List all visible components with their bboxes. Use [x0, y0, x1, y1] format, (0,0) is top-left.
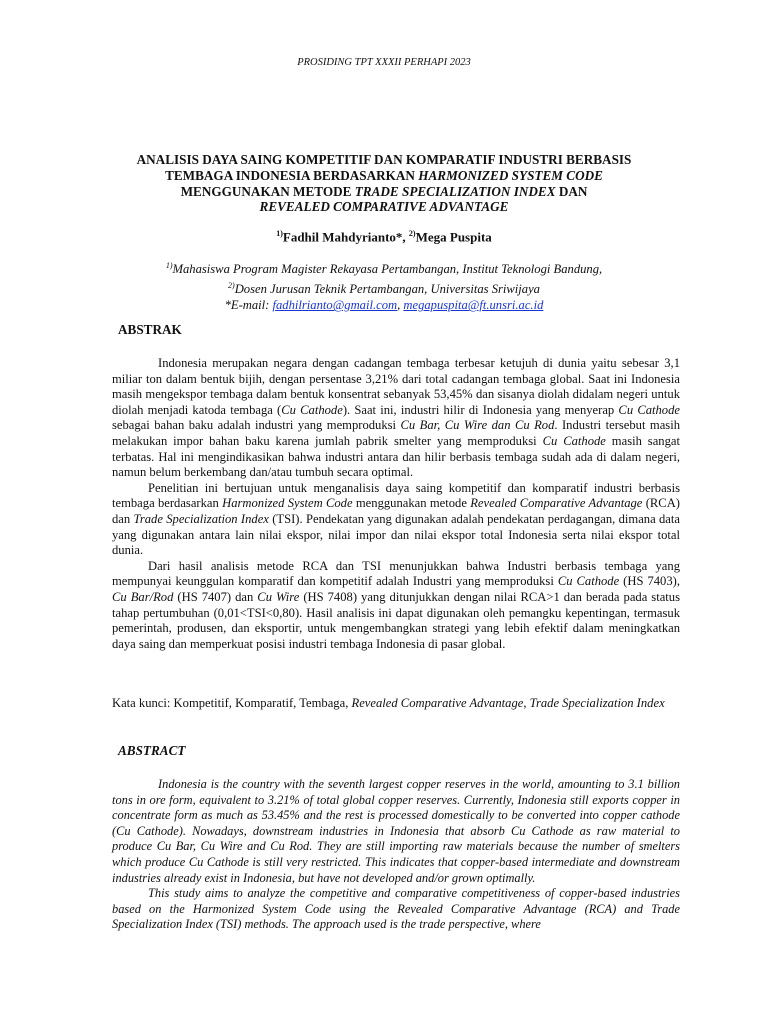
title-line-2: TEMBAGA INDONESIA BERDASARKAN HARMONIZED SYSTEM CODE [165, 167, 603, 183]
abstract-heading: ABSTRACT [118, 743, 186, 758]
abstract-paragraph: This study aims to analyze the competitive and comparative competitiveness of copper-based industries based on the Harmonized System Code using the Revealed Comparative Advantage (RCA) and Trade Specialization Index (TSI) methods. The approach used is the trade perspective, where [112, 886, 680, 932]
title-line-1: ANALISIS DAYA SAING KOMPETITIF DAN KOMPARATIF INDUSTRI BERBASIS [136, 152, 632, 167]
title-line-3: MENGGUNAKAN METODE TRADE SPECIALIZATION INDEX DAN [180, 183, 588, 199]
keywords: Kata kunci: Kompetitif, Komparatif, Tembaga, Revealed Comparative Advantage, Trade Specialization Index [112, 696, 665, 710]
abstract-paragraph: Indonesia is the country with the seventh largest copper reserves in the world, amounting to 3.1 billion tons in ore form, equivalent to 3.21% of total global copper reserves. Currently, Indonesia still exports copper in concentrate form as much as 53.45% and the rest is processed domestically to be converted into copper cathode (Cu Cathode). Nowadays, downstream industries in Indonesia that absorb Cu Cathode as raw material to produce Cu Bar, Cu Wire and Cu Rod. They are still importing raw materials because the number of smelters which produce Cu Cathode is still very restricted. This indicates that copper-based intermediate and downstream industries already exist in Indonesia, but have not developed and/or grown optimally. [112, 777, 680, 885]
abstrak-heading: ABSTRAK [118, 322, 182, 337]
email-line: *E-mail: fadhilrianto@gmail.com, megapuspita@ft.unsri.ac.id [224, 298, 544, 313]
affiliation-2: $^{2)}$Dosen Jurusan Teknik Pertambangan, Universitas Sriwijaya [228, 280, 540, 296]
abstrak-paragraph: Dari hasil analisis metode RCA dan TSI menunjukkan bahwa Industri berbasis tembaga yang mempunyai keunggulan komparatif dan kompetitif adalah Industri yang memproduksi Cu Cathode (HS 7403), Cu Bar/Rod (HS 7407) dan Cu Wire (HS 7408) yang ditunjukkan dengan nilai RCA>1 dan berada pada status tahap pertumbuhan (0,01<TSI<0,80). Hasil analisis ini dapat digunakan oleh pemangku kepentingan, termasuk pemerintah, produsen, dan eksportir, untuk mengembangkan strategi yang lebih efektif dalam meningkatkan daya saing dan memperkuat posisi industri tembaga Indonesia di pasar global. [112, 558, 680, 651]
abstrak-paragraph: Indonesia merupakan negara dengan cadangan tembaga terbesar ketujuh di dunia yaitu sebesar 3,1 miliar ton dalam bentuk bijih, dengan persentase 3,21% dari total cadangan tembaga global. Saat ini Indonesia masih mengekspor tembaga dalam bentuk konsentrat sebanyak 53,45% dan sisanya diolah didalam negeri untuk diolah menjadi katoda tembaga (Cu Cathode). Saat ini, industri hilir di Indonesia yang menyerap Cu Cathode sebagai bahan baku adalah industri yang memproduksi Cu Bar, Cu Wire dan Cu Rod. Industri tersebut masih melakukan impor bahan baku karena jumlah pabrik smelter yang memproduksi Cu Cathode masih sangat terbatas. Hal ini mengindikasikan bahwa industri antara dan hilir berbasis tembaga sudah ada di dalam negeri, namun belum berkembang dan/atau tumbuh secara optimal. [112, 356, 680, 480]
abstrak-body [112, 356, 680, 652]
abstract-body [112, 777, 680, 933]
affiliation-1: $^{1)}$Mahasiswa Program Magister Rekayasa Pertambangan, Institut Teknologi Bandung, [165, 261, 603, 277]
author-list: $^{1)}$Fadhil Mahdyrianto*, $^{2)}$Mega Puspita [276, 229, 492, 245]
paper-title [100, 152, 668, 215]
running-header: PROSIDING TPT XXXII PERHAPI 2023 [297, 57, 471, 68]
abstrak-paragraph: Penelitian ini bertujuan untuk menganalisis daya saing kompetitif dan komparatif industri berbasis tembaga berdasarkan Harmonized System Code menggunakan metode Revealed Comparative Advantage (RCA) dan Trade Specialization Index (TSI). Pendekatan yang digunakan adalah pendekatan perdagangan, dimana data yang digunakan antara lain nilai ekspor, nilai impor dan nilai ekspor total Indonesia serta nilai ekspor total dunia. [112, 480, 680, 558]
email-link-2[interactable]: megapuspita@ft.unsri.ac.id [403, 298, 544, 313]
email-link-1[interactable]: fadhilrianto@gmail.com [272, 298, 398, 313]
affiliations [0, 258, 768, 314]
title-line-4: REVEALED COMPARATIVE ADVANTAGE [259, 199, 509, 215]
